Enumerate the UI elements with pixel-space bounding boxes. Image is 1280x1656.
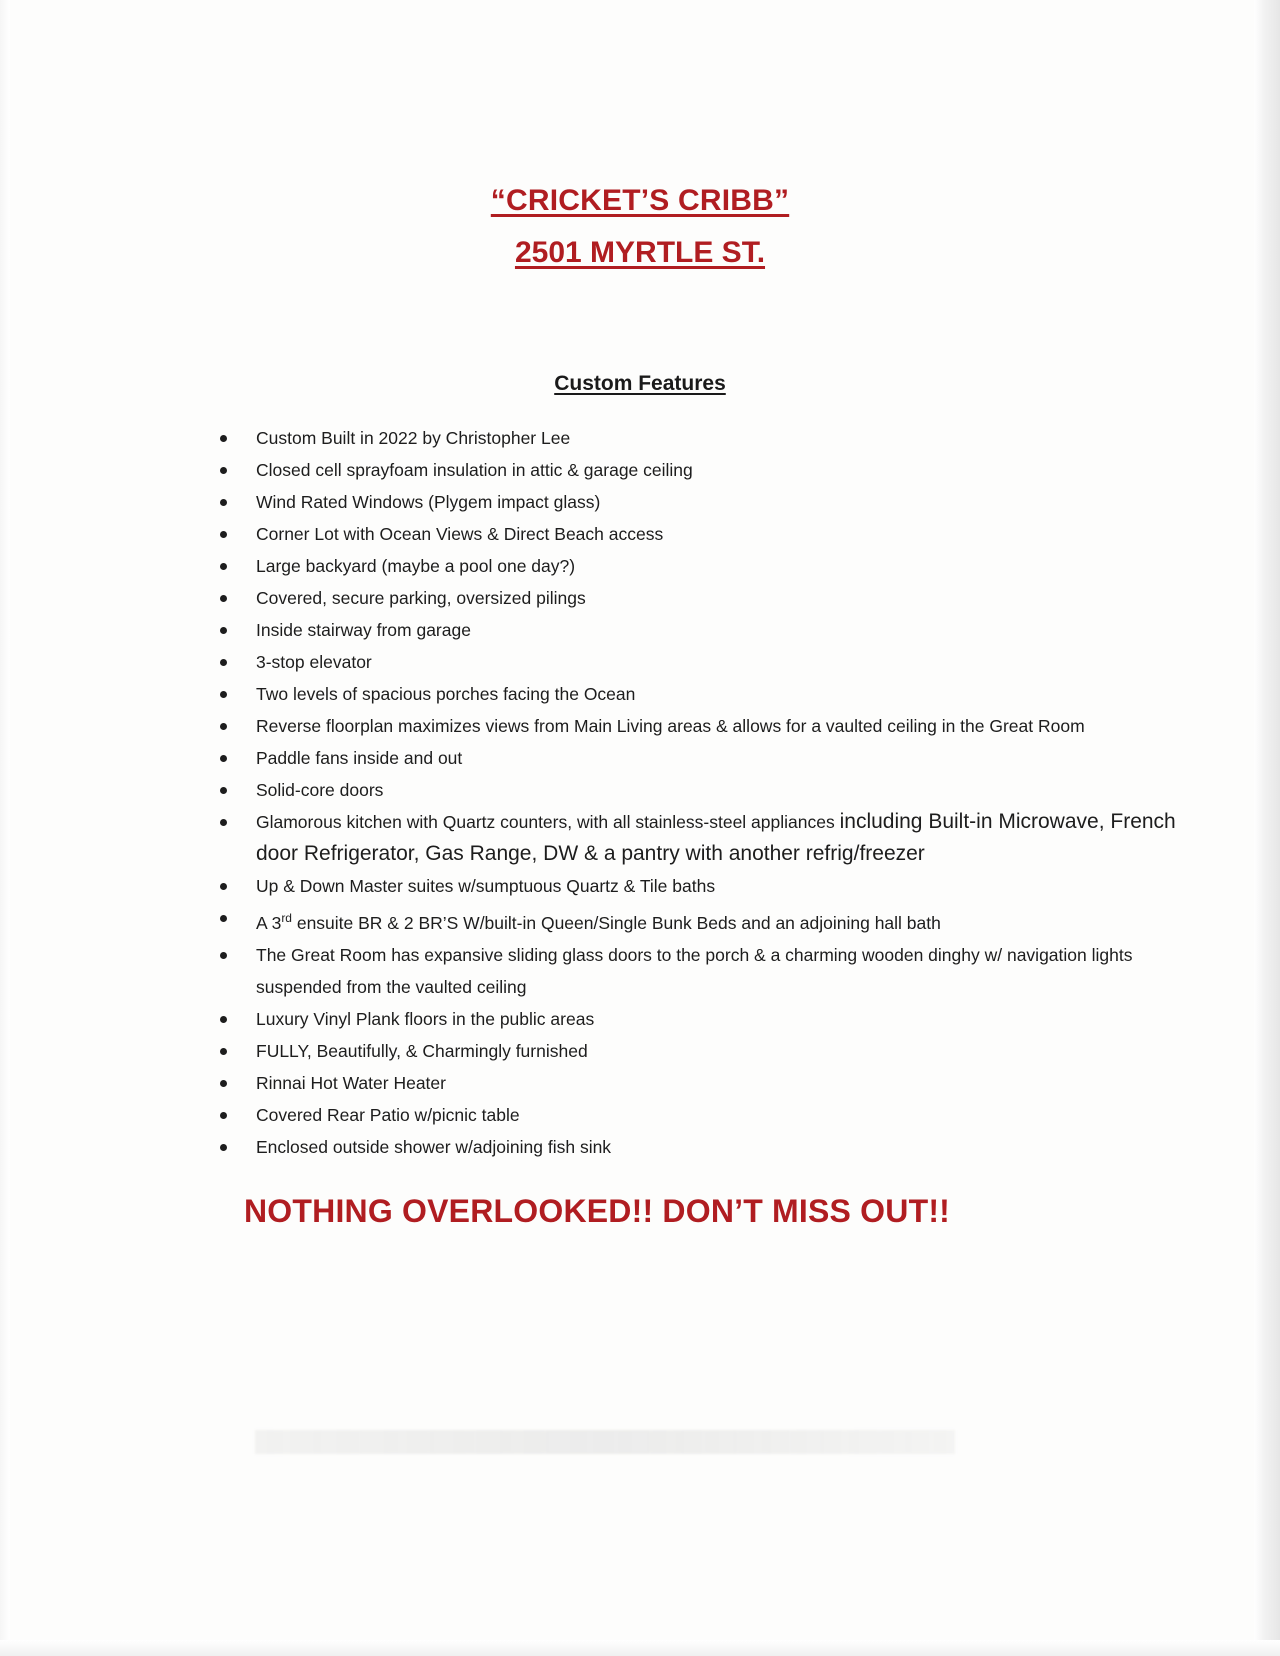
bullet-icon — [220, 1112, 227, 1119]
list-item — [20, 1035, 1260, 1067]
features-list — [20, 396, 1260, 1163]
list-item — [20, 774, 1260, 806]
bullet-icon — [220, 787, 227, 794]
page-title-text: “CRICKET’S CRIBB” — [490, 184, 790, 217]
list-item — [20, 454, 1260, 486]
list-item — [20, 486, 1260, 518]
list-item — [20, 678, 1260, 710]
list-item — [20, 710, 1260, 742]
bullet-icon — [220, 435, 227, 442]
list-item — [20, 646, 1260, 678]
bullet-icon — [220, 952, 227, 959]
list-item-text: Two levels of spacious porches facing the Ocean — [256, 684, 636, 704]
list-item-text: Corner Lot with Ocean Views & Direct Beach access — [256, 524, 664, 544]
bullet-icon — [220, 691, 227, 698]
bullet-icon — [220, 755, 227, 762]
bedroom-text-ordinal: rd — [281, 911, 292, 925]
list-item-bedrooms — [20, 902, 1260, 939]
list-item — [20, 1003, 1260, 1035]
page-title — [20, 0, 1260, 216]
bullet-icon — [220, 723, 227, 730]
list-item-text: FULLY, Beautifully, & Charmingly furnished — [256, 1040, 588, 1061]
bedroom-text-suffix: ensuite BR & 2 BR’S W/built-in Queen/Single Bunk Beds and an adjoining hall bath — [291, 912, 941, 933]
scan-artifact — [255, 1430, 955, 1454]
bullet-icon — [220, 1144, 227, 1151]
list-item-great-room — [20, 939, 1260, 1003]
list-item-text: Reverse floorplan maximizes views from Main Living areas & allows for a vaulted ceiling in the Great Room — [256, 716, 1085, 736]
kitchen-text-part2: including Built-in Microwave, French door Refrigerator, Gas Range, DW & a pantry with another refrig/freezer — [256, 810, 1176, 865]
list-item — [20, 742, 1260, 774]
bullet-icon — [220, 531, 227, 538]
list-item — [20, 1099, 1260, 1131]
kitchen-text-part1: Glamorous kitchen with Quartz counters, with all stainless-steel appliances — [256, 812, 840, 832]
list-item-text: Covered, secure parking, oversized pilings — [256, 588, 586, 608]
bullet-icon — [220, 883, 227, 890]
list-item — [20, 518, 1260, 550]
list-item-text: Covered Rear Patio w/picnic table — [256, 1104, 520, 1125]
list-item — [20, 614, 1260, 646]
list-item-text: Closed cell sprayfoam insulation in attic & garage ceiling — [256, 460, 693, 480]
page-subtitle-text: 2501 MYRTLE ST. — [514, 236, 766, 269]
list-item — [20, 870, 1260, 902]
list-item — [20, 550, 1260, 582]
list-item-text: Custom Built in 2022 by Christopher Lee — [256, 428, 571, 448]
list-item-text: 3-stop elevator — [256, 652, 372, 672]
section-heading-text: Custom Features — [554, 372, 726, 395]
list-item-text: Solid-core doors — [256, 780, 384, 800]
bullet-icon — [220, 819, 227, 826]
bullet-icon — [220, 627, 227, 634]
list-item — [20, 1131, 1260, 1163]
bullet-icon — [220, 595, 227, 602]
list-item-text: Enclosed outside shower w/adjoining fish sink — [256, 1136, 612, 1157]
list-item — [20, 422, 1260, 454]
list-item — [20, 1067, 1260, 1099]
list-item-text: Paddle fans inside and out — [256, 748, 463, 768]
bullet-icon — [220, 1048, 227, 1055]
bullet-icon — [220, 563, 227, 570]
bedroom-text-prefix: A 3 — [256, 912, 282, 933]
list-item-text: Rinnai Hot Water Heater — [256, 1072, 446, 1093]
list-item-text: Wind Rated Windows (Plygem impact glass) — [256, 492, 601, 512]
bullet-icon — [220, 1080, 227, 1087]
list-item-kitchen — [20, 806, 1260, 870]
list-item-text: Up & Down Master suites w/sumptuous Quartz & Tile baths — [256, 876, 716, 896]
bullet-icon — [220, 499, 227, 506]
bullet-icon — [220, 659, 227, 666]
bullet-icon — [220, 1016, 227, 1023]
page-subtitle — [20, 216, 1260, 268]
bullet-icon — [220, 915, 227, 922]
list-item-text: Inside stairway from garage — [256, 620, 471, 640]
list-item-text: Large backyard (maybe a pool one day?) — [256, 556, 576, 576]
list-item — [20, 582, 1260, 614]
list-item-text: Luxury Vinyl Plank floors in the public areas — [256, 1008, 595, 1029]
bullet-icon — [220, 467, 227, 474]
closing-statement: NOTHING OVERLOOKED!! DON’T MISS OUT!! — [244, 1192, 951, 1229]
section-heading — [20, 268, 1260, 396]
page-bottom-edge-shadow — [0, 1640, 1280, 1656]
list-item-text: The Great Room has expansive sliding glass doors to the porch & a charming wooden dinghy w/ navigation lights suspended from the vaulted ceiling — [256, 944, 1133, 997]
